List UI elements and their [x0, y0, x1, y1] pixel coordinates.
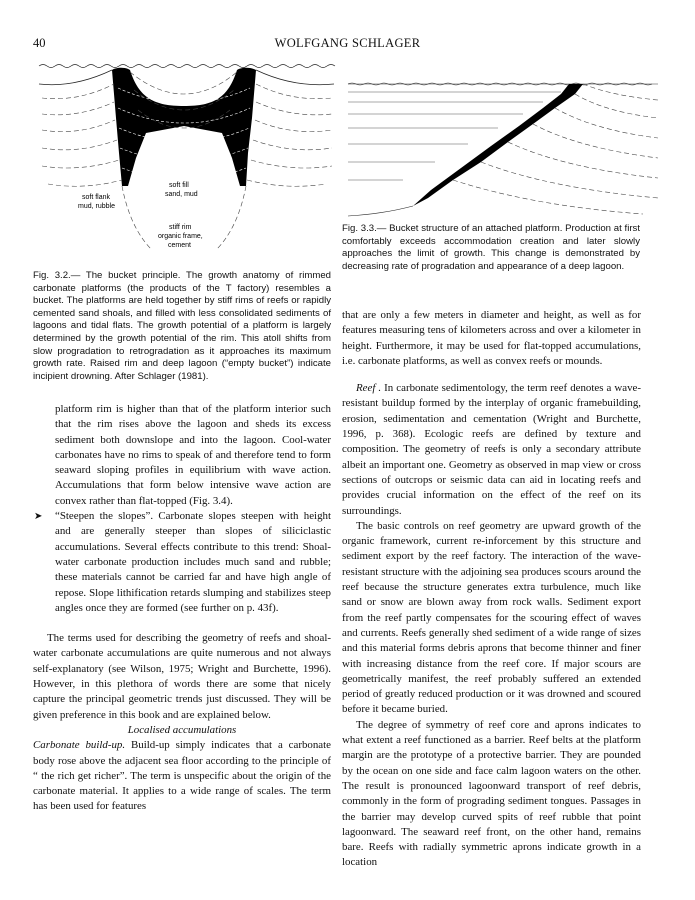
- fig-3-3-attached-platform-diagram: [343, 72, 663, 217]
- bullet-arrow-icon: ➤: [34, 511, 43, 523]
- bullet-steepen-slopes: [33, 509, 331, 616]
- right-paragraph-0: that are only a few meters in diameter and height, as well as for features measuring tens of kilometers across and over a kilometer in height. Furthermore, it may be used for flat-topped accumulations, i.e. carbonate platforms, as well as convex reefs or mounds.: [342, 309, 641, 367]
- page-number: 40: [33, 36, 46, 50]
- label-soft-fill: soft fill: [169, 182, 189, 189]
- fig-3-3-caption: Fig. 3.3.— Bucket structure of an attached platform. Production at first comfortably exceeds accommodation creation and later slowly approaches the limit of growth. This change is demonstrated by decreasing rate of progradation and appearance of a deep lagoon.: [342, 223, 640, 272]
- term-carbonate-build-up: Carbonate build-up.: [33, 739, 126, 752]
- left-paragraph-2: The terms used for describing the geometry of reefs and shoal-water carbonate accumulations are quite numerous and not always self-explanatory (see Wilson, 1975; Wright and Burchette, 1996). However, in this plethora of words there are some that nicely capture the principal geometric trends just discussed. They will be given preference in this book and are explained below.: [33, 632, 331, 721]
- label-stiff-rim: stiff rim: [169, 224, 192, 231]
- term-reef: Reef .: [356, 382, 382, 395]
- left-paragraph-1: platform rim is higher than that of the platform interior such that the rim rises above the lagoon and sheds its excess sediment both downslope and into the lagoon. Cool-water carbonates have no rims to speak of and therefore tend to form seaward sloping profiles in equilibrium with wave action. Accumulations that form below intensive wave action are convex rather than flat-topped (Fig. 3.4).: [55, 403, 331, 507]
- label-stiff-rim-sub2: cement: [168, 242, 191, 249]
- right-paragraph-1: [342, 381, 641, 519]
- fig-3-2-caption: Fig. 3.2.— The bucket principle. The growth anatomy of rimmed carbonate platforms (the products of the T factory) resembles a bucket. The platforms are held together by stiff rims of reefs or rapidly cemented sand shoals, and filled with less consolidated sediments of lagoons and tidal flats. The growth potential of a platform is largely determined by the growth potential of the rim. This atoll shifts from slow progradation to retrogradation as it approaches its maximum growth rate. Raised rim and deep lagoon (“empty bucket”) indicate incipient drowning. After Schlager (1981).: [33, 270, 331, 382]
- label-soft-flank: soft flank: [82, 194, 111, 201]
- left-column: [33, 402, 331, 815]
- right-paragraph-3: The degree of symmetry of reef core and aprons indicates to what extent a reef functioned as a barrier. Reef belts at the platform margin are the prototype of a protective barrier. They are pounded by the ocean on one side and face calm lagoon waters on the other. The result is pronounced lagoonward transport of reef debris, commonly in the form of prograding sediment tongues. Passages in the barrier may develop curved spits of reef rubble that point lagoonward. The seaward reef front, on the other hand, remains bare. Reefs with radially symmetric aprons indicate growth in a location: [342, 718, 641, 869]
- bullet-text: “Steepen the slopes”. Carbonate slopes steepen with height and are generally steeper than slopes of siliciclastic accumulations. Several effects contribute to this trend: Shoal-water carbonate production includes much sand and rubble; these materials cannot be carried far and have high angle of repose. Slope lithification retards slumping and stabilizes steep angles once they are formed (see further on p. 43f).: [55, 510, 331, 614]
- subheading-localised-accumulations: Localised accumulations: [127, 723, 237, 736]
- right-paragraph-2: The basic controls on reef geometry are upward growth of the organic framework, current re-inforcement by this structure and sediment export by the reef factory. The interaction of the wave-resistant structure with the adjoining sea produces scours around the reef because the structure generates extra turbulence, much like sand or snow are blown away from rock walls. Sediment export from the reef partly compensates for the scouring effect of waves and currents. Reefs generally shed sediment of a wide range of sizes and this material forms debris aprons that become thinner and finer with increasing distance from the reef core. If major scours are geometrically manifest, the reef probably suffered an extended period of greatly reduced production or it was drowned and scoured before it became buried.: [342, 519, 641, 716]
- left-paragraph-3-text: Build-up simply indicates that a carbonate body rose above the adjacent sea floor according to the principle of “ the rich get richer”. The term is unspecific about the origin of the carbonate material. It applies to a wide range of scales. The term has been used for features: [33, 739, 331, 813]
- label-soft-flank-sub: mud, rubble: [78, 203, 115, 210]
- right-paragraph-1-text: In carbonate sedimentology, the term reef denotes a wave-resistant buildup formed by the interplay of organic framebuilding, erosion, sedimentation and cementation (Wright and Burchette, 1996, p. 368). Ecologic reefs are defined by texture and composition. The geometry of reefs is only a secondary attribute albeit an important one. Geometry as observed in map view or cross sections of outcrops or seismic data can aid in locating reefs and provides crucial information on the effect of the reef on its surroundings.: [342, 382, 641, 517]
- right-column: [342, 308, 641, 871]
- label-stiff-rim-sub1: organic frame,: [158, 233, 203, 240]
- running-head: WOLFGANG SCHLAGER: [274, 36, 421, 50]
- label-soft-fill-sub: sand, mud: [165, 191, 198, 198]
- left-paragraph-3: [33, 738, 331, 814]
- fig-3-2-bucket-diagram: [34, 58, 339, 263]
